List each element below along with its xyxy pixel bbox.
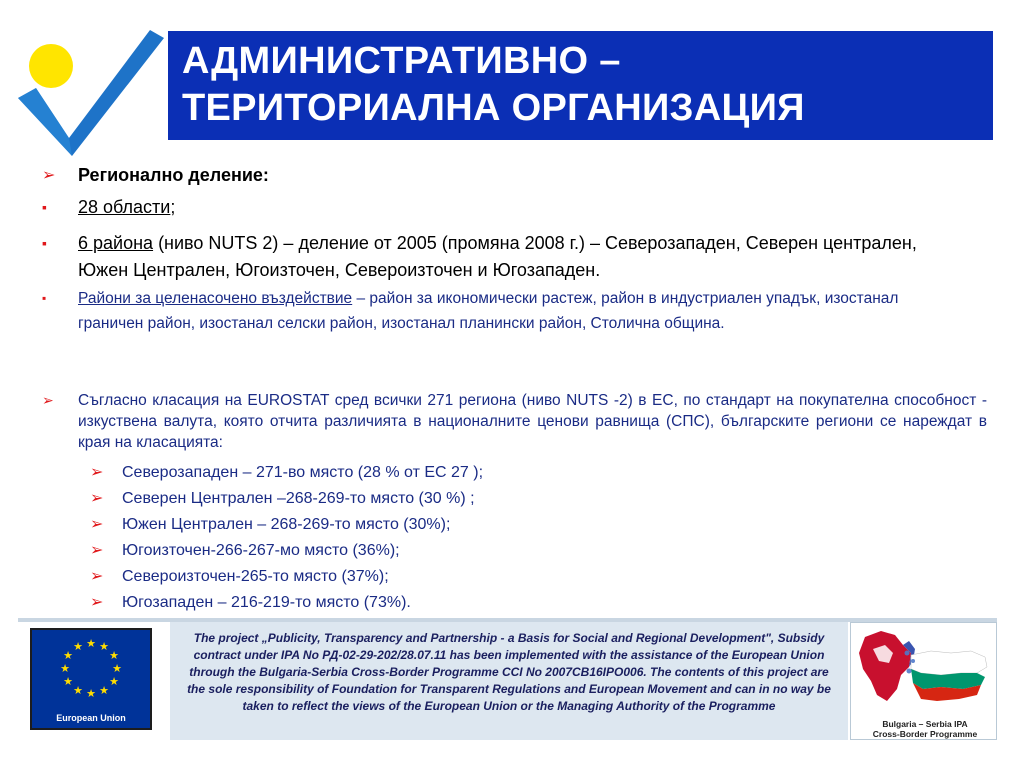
svg-text:★: ★ — [73, 684, 83, 697]
svg-text:★: ★ — [60, 662, 70, 675]
title-line-1: АДМИНИСТРАТИВНО – — [182, 40, 621, 82]
arrow-bullet-icon: ➢ — [90, 568, 104, 585]
ranking-text: Северен Централен –268-269-то място (30 %) ; — [122, 490, 475, 507]
arrow-bullet-icon: ➢ — [90, 464, 104, 481]
square-bullet-icon: ▪ — [42, 291, 47, 305]
ranking-item — [90, 488, 475, 510]
ranking-text: Северозападен – 271-во място (28 % от ЕС 27 ); — [122, 464, 484, 481]
target-regions-description: – район за икономически растеж, район в индустриален упадък, изостанал граничен район, изостанал селски район, изостанал планински район, Столична община. — [78, 290, 899, 332]
ranking-item — [90, 592, 411, 614]
svg-text:★: ★ — [73, 640, 83, 653]
disclaimer-text: The project „Publicity, Transparency and Partnership - a Basis for Social and Regional Development", Subsidy contract under IPA No РД-02-29-202/28.07.11 has been implemented with the assistance of the European Union through the Bulgaria-Serbia Cross-Border Programme CCI No 2007CB16IPO006. The contents of this project are the sole responsibility of Foundation for Transparent Regulations and European Movement and can in no way be taken to reflect the views of the European Union or the Managing Authority of the Programme — [170, 622, 848, 740]
bulgaria-serbia-map-icon — [851, 623, 996, 718]
arrow-bullet-icon: ➢ — [90, 516, 104, 533]
ranking-item — [90, 566, 389, 588]
ranking-item — [90, 514, 450, 536]
footer-band — [18, 618, 997, 740]
eurostat-text: Съгласно класация на EUROSTAT сред всички 271 региона (ниво NUTS -2) в ЕС, по стандарт на покупателна способност - изкуствена валута, която отчита различията в националните ценови равнища (СПС), българските региони се нареждат в края на класацията: — [78, 392, 987, 451]
arrow-bullet-icon: ➢ — [90, 594, 104, 611]
svg-text:★: ★ — [86, 637, 96, 650]
programme-line-1: Bulgaria – Serbia IPA — [882, 719, 968, 729]
ranking-text: Североизточен-265-то място (37%); — [122, 568, 389, 585]
arrow-bullet-icon: ➢ — [42, 167, 56, 184]
eu-flag-icon — [30, 628, 152, 712]
rayoni-description: (ниво NUTS 2) – деление от 2005 (промяна 2008 г.) – Северозападен, Северен централен, Южен Централен, Югоизточен, Североизточен и Югозападен. — [78, 233, 917, 280]
arrow-bullet-icon: ➢ — [90, 490, 104, 507]
ranking-text: Югозападен – 216-219-то място (73%). — [122, 594, 411, 611]
ranking-text: Южен Централен – 268-269-то място (30%); — [122, 516, 451, 533]
svg-text:★: ★ — [112, 662, 122, 675]
ranking-item — [90, 462, 483, 484]
title-line-2: ТЕРИТОРИАЛНА ОРГАНИЗАЦИЯ — [182, 87, 805, 129]
svg-text:★: ★ — [109, 649, 119, 662]
programme-logo — [850, 622, 997, 740]
svg-text:★: ★ — [63, 649, 73, 662]
checkmark-sun-logo — [14, 26, 164, 156]
arrow-bullet-icon: ➢ — [90, 542, 104, 559]
target-regions-link[interactable]: Райони за целенасочено въздействие — [78, 290, 353, 307]
rayoni-link[interactable]: 6 района — [78, 233, 154, 253]
oblasti-link[interactable]: 28 области — [78, 197, 171, 217]
programme-caption — [857, 719, 993, 739]
eu-logo — [26, 624, 176, 734]
svg-text:★: ★ — [63, 675, 73, 688]
programme-line-2: Cross-Border Programme — [872, 729, 978, 739]
heading-text: Регионално деление: — [78, 165, 269, 185]
svg-text:★: ★ — [99, 640, 109, 653]
ranking-item — [90, 540, 400, 562]
ranking-text: Югоизточен-266-267-мо място (36%); — [122, 542, 400, 559]
eu-label: European Union — [30, 708, 152, 730]
arrow-bullet-icon: ➢ — [42, 392, 54, 408]
oblasti-suffix: ; — [170, 197, 176, 217]
square-bullet-icon: ▪ — [42, 235, 47, 251]
title-banner — [168, 31, 993, 140]
svg-text:★: ★ — [86, 687, 96, 700]
svg-text:★: ★ — [109, 675, 119, 688]
square-bullet-icon: ▪ — [42, 199, 47, 215]
svg-text:★: ★ — [99, 684, 109, 697]
